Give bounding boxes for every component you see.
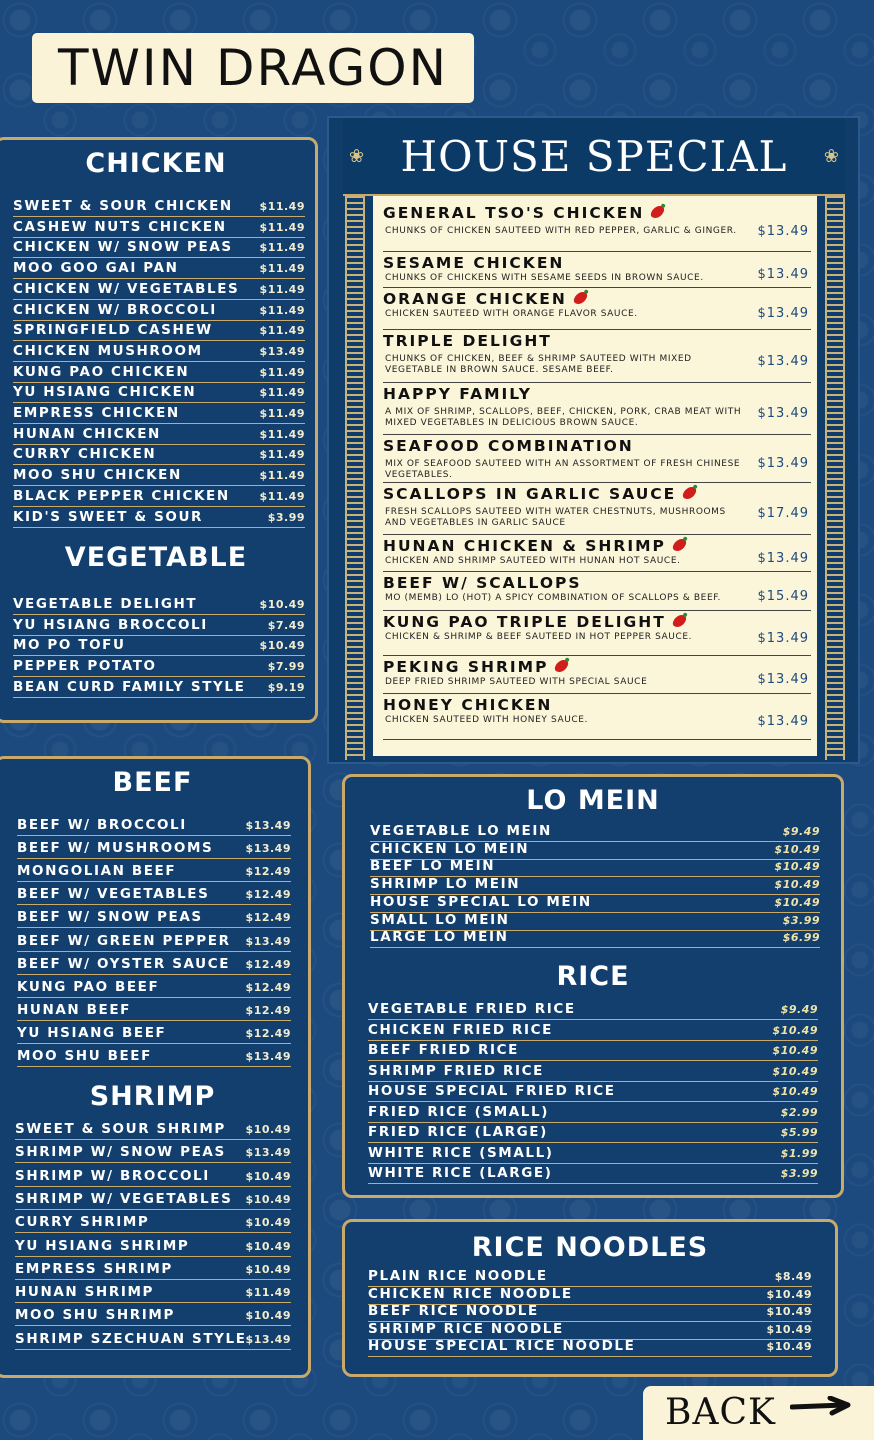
menu-item-price: $10.49 bbox=[245, 1169, 291, 1183]
house-special-item-desc: A MIX OF SHRIMP, SCALLOPS, BEEF, CHICKEN, PORK, CRAB MEAT WITH MIXED VEGETABLES IN DELICIOUS BROWN SAUCE. bbox=[385, 407, 742, 428]
menu-item-price: $2.99 bbox=[780, 1105, 818, 1119]
lo-mein-rice-panel bbox=[342, 774, 844, 1198]
menu-item bbox=[13, 364, 305, 383]
menu-item bbox=[13, 509, 305, 528]
menu-item-name: CHICKEN FRIED RICE bbox=[368, 1021, 553, 1038]
house-special-item-name-text: HUNAN CHICKEN & SHRIMP bbox=[383, 537, 666, 555]
menu-item-name: HOUSE SPECIAL RICE NOODLE bbox=[368, 1338, 636, 1355]
menu-item-name: BEEF W/ BROCCOLI bbox=[17, 817, 187, 833]
house-special-item-name-text: KUNG PAO TRIPLE DELIGHT bbox=[383, 613, 666, 631]
house-special-item-price: $15.49 bbox=[757, 588, 809, 604]
menu-item-name: LARGE LO MEIN bbox=[370, 929, 509, 946]
chili-pepper-icon bbox=[554, 657, 570, 674]
house-special-item bbox=[383, 290, 811, 330]
house-special-item-name-text: SCALLOPS IN GARLIC SAUCE bbox=[383, 485, 677, 503]
menu-item-price: $11.49 bbox=[259, 469, 305, 483]
menu-item bbox=[13, 426, 305, 445]
menu-item-price: $12.49 bbox=[245, 865, 291, 879]
menu-item bbox=[13, 405, 305, 424]
menu-item-price: $10.49 bbox=[774, 895, 820, 909]
menu-item-price: $11.49 bbox=[259, 386, 305, 400]
menu-item-price: $8.49 bbox=[774, 1270, 812, 1283]
house-special-item bbox=[383, 658, 811, 694]
house-special-item-desc: CHUNKS OF CHICKEN SAUTEED WITH RED PEPPER, GARLIC & GINGER. bbox=[385, 226, 737, 236]
flower-icon: ❀ bbox=[823, 146, 839, 167]
menu-item bbox=[15, 1238, 291, 1257]
rice-noodles-panel bbox=[342, 1219, 838, 1377]
menu-item-name: SHRIMP FRIED RICE bbox=[368, 1062, 544, 1079]
beef-title: BEEF bbox=[112, 767, 193, 798]
menu-item-name: KUNG PAO BEEF bbox=[17, 978, 160, 995]
menu-item-name: BEEF W/ SNOW PEAS bbox=[17, 909, 203, 926]
house-special-item-name bbox=[383, 204, 663, 222]
menu-item bbox=[368, 1001, 818, 1020]
menu-item-price: $10.49 bbox=[245, 1309, 291, 1323]
menu-item-name: SHRIMP W/ VEGETABLES bbox=[15, 1190, 233, 1207]
house-special-item-desc: MO (MEMB) LO (HOT) A SPICY COMBINATION OF SCALLOPS & BEEF. bbox=[385, 593, 722, 603]
menu-item-name: HOUSE SPECIAL FRIED RICE bbox=[368, 1083, 616, 1099]
menu-item bbox=[368, 1303, 812, 1322]
menu-item bbox=[13, 467, 305, 486]
house-special-item-desc: CHICKEN AND SHRIMP SAUTEED WITH HUNAN HOT SAUCE. bbox=[385, 556, 681, 566]
menu-item bbox=[17, 863, 291, 882]
menu-item bbox=[15, 1331, 291, 1350]
house-special-item-price: $13.49 bbox=[757, 456, 809, 471]
menu-item-name: MOO SHU BEEF bbox=[17, 1048, 152, 1064]
menu-item bbox=[368, 1083, 818, 1102]
menu-item-name: YU HSIANG CHICKEN bbox=[13, 384, 197, 401]
menu-item-price: $11.49 bbox=[259, 489, 305, 503]
menu-item-name: SWEET & SOUR CHICKEN bbox=[13, 198, 233, 214]
house-special-item-name-text: ORANGE CHICKEN bbox=[383, 290, 567, 308]
menu-item bbox=[13, 302, 305, 321]
menu-item-price: $5.99 bbox=[780, 1126, 818, 1139]
menu-item-name: BEEF W/ OYSTER SAUCE bbox=[17, 955, 231, 972]
menu-item-price: $11.49 bbox=[259, 407, 305, 420]
house-special-item-desc: FRESH SCALLOPS SAUTEED WITH WATER CHESTNUTS, MUSHROOMS AND VEGETABLES IN GARLIC SAUCE bbox=[385, 507, 726, 528]
menu-item-name: EMPRESS SHRIMP bbox=[15, 1260, 173, 1277]
menu-item-name: HUNAN BEEF bbox=[17, 1001, 131, 1018]
menu-item-name: KID'S SWEET & SOUR bbox=[13, 508, 204, 525]
menu-item-price: $11.49 bbox=[259, 200, 305, 213]
menu-item-name: KUNG PAO CHICKEN bbox=[13, 363, 190, 380]
house-special-item-name bbox=[383, 437, 634, 455]
menu-item bbox=[15, 1284, 291, 1303]
chili-pepper-icon bbox=[671, 536, 687, 553]
menu-item-name: CURRY SHRIMP bbox=[15, 1214, 150, 1231]
menu-item-name: VEGETABLE FRIED RICE bbox=[368, 1001, 576, 1017]
menu-item-name: SHRIMP RICE NOODLE bbox=[368, 1320, 564, 1337]
menu-item bbox=[368, 1104, 818, 1123]
menu-item-name: SHRIMP W/ BROCCOLI bbox=[15, 1167, 210, 1184]
house-special-item-desc: CHICKEN & SHRIMP & BEEF SAUTEED IN HOT PEPPER SAUCE. bbox=[385, 632, 693, 642]
menu-item-price: $11.49 bbox=[259, 303, 305, 317]
menu-item-price: $10.49 bbox=[245, 1239, 291, 1253]
menu-item-price: $13.49 bbox=[245, 1146, 291, 1160]
house-special-item-name-text: HONEY CHICKEN bbox=[383, 696, 553, 714]
house-special-item-name-text: SEAFOOD COMBINATION bbox=[383, 437, 634, 455]
menu-item-name: YU HSIANG BROCCOLI bbox=[13, 616, 208, 633]
menu-item-name: MO PO TOFU bbox=[13, 637, 126, 654]
menu-item bbox=[17, 817, 291, 836]
logo bbox=[32, 33, 474, 103]
menu-item-price: $10.49 bbox=[774, 878, 820, 892]
menu-item-name: FRIED RICE (SMALL) bbox=[368, 1103, 549, 1120]
menu-item-name: MOO SHU CHICKEN bbox=[13, 467, 182, 484]
menu-item-name: SHRIMP SZECHUAN STYLE bbox=[15, 1330, 247, 1347]
menu-item-name: BEEF W/ MUSHROOMS bbox=[17, 840, 214, 857]
menu-item-price: $11.49 bbox=[259, 241, 305, 255]
menu-item-price: $13.49 bbox=[245, 842, 291, 856]
menu-item-price: $9.49 bbox=[782, 825, 820, 838]
menu-item-name: VEGETABLE LO MEIN bbox=[370, 823, 552, 839]
menu-item-name: CHICKEN W/ SNOW PEAS bbox=[13, 239, 233, 256]
menu-item bbox=[17, 956, 291, 975]
menu-item bbox=[17, 979, 291, 998]
lo-mein-title: LO MEIN bbox=[526, 785, 660, 816]
menu-item-name: YU HSIANG SHRIMP bbox=[15, 1237, 190, 1254]
menu-item-name: CHICKEN W/ BROCCOLI bbox=[13, 301, 217, 318]
menu-item-price: $10.49 bbox=[766, 1340, 812, 1354]
house-special-item-price: $13.49 bbox=[757, 353, 809, 369]
house-special-list bbox=[373, 196, 817, 756]
house-special-item-price: $13.49 bbox=[757, 267, 809, 282]
menu-item-name: BEEF W/ GREEN PEPPER bbox=[17, 932, 231, 949]
menu-item-price: $10.49 bbox=[259, 598, 305, 611]
house-special-item-name-text: TRIPLE DELIGHT bbox=[383, 332, 552, 350]
menu-item bbox=[15, 1214, 291, 1233]
greek-key-border-right bbox=[825, 196, 845, 760]
menu-item-price: $3.99 bbox=[782, 913, 820, 927]
menu-item-price: $10.49 bbox=[772, 1085, 818, 1098]
menu-item-name: BEEF FRIED RICE bbox=[368, 1042, 519, 1058]
house-special-item-name bbox=[383, 658, 567, 676]
shrimp-title: SHRIMP bbox=[89, 1081, 216, 1112]
house-special-item-name bbox=[383, 537, 685, 555]
menu-item bbox=[17, 886, 291, 905]
menu-item-name: HUNAN CHICKEN bbox=[13, 425, 161, 442]
menu-item bbox=[13, 198, 305, 217]
house-special-item-desc: CHUNKS OF CHICKENS WITH SESAME SEEDS IN BROWN SAUCE. bbox=[385, 273, 704, 283]
menu-item bbox=[15, 1168, 291, 1187]
menu-item-name: CHICKEN W/ VEGETABLES bbox=[13, 280, 240, 297]
menu-item bbox=[368, 1063, 818, 1082]
house-special-item-desc: CHICKEN SAUTEED WITH HONEY SAUCE. bbox=[385, 715, 589, 725]
house-special-item-desc: CHUNKS OF CHICKEN, BEEF & SHRIMP SAUTEED WITH MIXED VEGETABLE IN BROWN SAUCE. SESAME BEEF. bbox=[385, 354, 692, 375]
rice-title: RICE bbox=[556, 961, 630, 992]
menu-item bbox=[17, 1002, 291, 1021]
house-special-item bbox=[383, 437, 811, 483]
menu-item bbox=[13, 281, 305, 300]
menu-item bbox=[13, 617, 305, 636]
house-special-panel bbox=[327, 116, 860, 764]
menu-item-name: BEEF LO MEIN bbox=[370, 858, 496, 875]
menu-item-price: $12.49 bbox=[245, 957, 291, 971]
chili-pepper-icon bbox=[682, 484, 698, 501]
menu-item-name: BEEF RICE NOODLE bbox=[368, 1303, 539, 1320]
menu-item-name: CHICKEN MUSHROOM bbox=[13, 342, 203, 359]
menu-item-name: WHITE RICE (SMALL) bbox=[368, 1144, 554, 1161]
menu-item-name: WHITE RICE (LARGE) bbox=[368, 1165, 553, 1181]
house-special-item-price: $13.49 bbox=[757, 306, 809, 321]
menu-item-name: VEGETABLE DELIGHT bbox=[13, 596, 198, 612]
menu-item-price: $9.19 bbox=[267, 680, 305, 694]
menu-item-price: $13.49 bbox=[259, 344, 305, 358]
house-special-header bbox=[343, 118, 845, 196]
menu-item bbox=[368, 1286, 812, 1305]
menu-item bbox=[13, 322, 305, 341]
beef-shrimp-panel bbox=[0, 756, 311, 1378]
menu-item-name: HUNAN SHRIMP bbox=[15, 1284, 154, 1301]
menu-item-name: FRIED RICE (LARGE) bbox=[368, 1124, 548, 1140]
house-special-item-name-text: GENERAL TSO'S CHICKEN bbox=[383, 204, 645, 222]
menu-item bbox=[368, 1124, 818, 1143]
house-special-item-name bbox=[383, 332, 552, 350]
menu-item bbox=[15, 1121, 291, 1140]
house-special-item-name-text: HAPPY FAMILY bbox=[383, 385, 532, 403]
house-special-item bbox=[383, 537, 811, 572]
house-special-item-price: $17.49 bbox=[757, 506, 809, 521]
menu-item-name: MOO SHU SHRIMP bbox=[15, 1307, 175, 1324]
menu-item bbox=[17, 840, 291, 859]
menu-item-name: MOO GOO GAI PAN bbox=[13, 260, 179, 277]
menu-item-name: CHICKEN RICE NOODLE bbox=[368, 1285, 573, 1302]
menu-item-price: $11.49 bbox=[259, 282, 305, 296]
menu-item-price: $13.49 bbox=[245, 1050, 291, 1063]
menu-item-price: $10.49 bbox=[259, 639, 305, 653]
menu-item-name: SHRIMP W/ SNOW PEAS bbox=[15, 1144, 226, 1161]
menu-item bbox=[13, 637, 305, 656]
menu-item bbox=[368, 1042, 818, 1061]
menu-item bbox=[13, 239, 305, 258]
house-special-item bbox=[383, 254, 811, 288]
menu-item-price: $13.49 bbox=[245, 934, 291, 948]
menu-item-price: $10.49 bbox=[772, 1064, 818, 1078]
menu-item-price: $11.49 bbox=[259, 448, 305, 462]
menu-item bbox=[17, 1048, 291, 1067]
menu-item-name: PEPPER POTATO bbox=[13, 658, 157, 675]
menu-item bbox=[15, 1191, 291, 1210]
vegetable-title: VEGETABLE bbox=[64, 542, 248, 573]
menu-item bbox=[370, 823, 820, 842]
house-special-item bbox=[383, 332, 811, 383]
menu-item-name: SHRIMP LO MEIN bbox=[370, 876, 521, 893]
menu-item-price: $12.49 bbox=[245, 980, 291, 994]
menu-item bbox=[17, 1025, 291, 1044]
menu-item bbox=[17, 933, 291, 952]
menu-item bbox=[13, 260, 305, 279]
menu-item bbox=[15, 1144, 291, 1163]
menu-item-price: $10.49 bbox=[772, 1023, 818, 1037]
menu-item-price: $7.99 bbox=[267, 660, 305, 674]
menu-item bbox=[13, 446, 305, 465]
house-special-item bbox=[383, 485, 811, 535]
menu-item-name: CASHEW NUTS CHICKEN bbox=[13, 218, 227, 235]
menu-item-name: PLAIN RICE NOODLE bbox=[368, 1268, 548, 1284]
menu-item bbox=[13, 343, 305, 362]
menu-item-name: BEAN CURD FAMILY STYLE bbox=[13, 678, 246, 695]
menu-item-price: $11.49 bbox=[259, 324, 305, 338]
greek-key-border-left bbox=[345, 196, 365, 760]
chili-pepper-icon bbox=[650, 203, 666, 220]
house-special-item bbox=[383, 574, 811, 611]
menu-item-price: $12.49 bbox=[245, 1003, 291, 1017]
house-special-item-name-text: SESAME CHICKEN bbox=[383, 254, 565, 272]
house-special-item-price: $13.49 bbox=[757, 224, 809, 239]
menu-item-name: SWEET & SOUR SHRIMP bbox=[15, 1121, 226, 1137]
house-special-item-desc: MIX OF SEAFOOD SAUTEED WITH AN ASSORTMENT OF FRESH CHINESE VEGETABLES. bbox=[385, 459, 741, 480]
rice-noodles-title: RICE NOODLES bbox=[471, 1232, 709, 1263]
menu-item-price: $12.49 bbox=[245, 888, 291, 902]
house-special-item-price: $13.49 bbox=[757, 672, 809, 687]
menu-item-price: $13.49 bbox=[245, 1332, 291, 1346]
menu-item-price: $11.49 bbox=[259, 365, 305, 379]
house-special-item-name bbox=[383, 254, 564, 272]
menu-item bbox=[15, 1261, 291, 1280]
back-button[interactable] bbox=[643, 1386, 874, 1440]
menu-item bbox=[368, 1165, 818, 1184]
house-special-item-name bbox=[383, 385, 532, 403]
menu-item-name: BEEF W/ VEGETABLES bbox=[17, 886, 210, 903]
menu-item bbox=[370, 841, 820, 860]
menu-item-price: $10.49 bbox=[766, 1305, 812, 1319]
menu-item bbox=[370, 929, 820, 948]
menu-item bbox=[368, 1022, 818, 1041]
menu-item-name: HOUSE SPECIAL LO MEIN bbox=[370, 893, 592, 910]
menu-item-price: $12.49 bbox=[245, 1026, 291, 1040]
house-special-item-price: $13.49 bbox=[757, 550, 809, 566]
menu-item-price: $10.49 bbox=[774, 842, 820, 856]
menu-item-price: $1.99 bbox=[780, 1146, 818, 1160]
house-special-item-price: $13.49 bbox=[757, 630, 809, 646]
menu-item bbox=[13, 219, 305, 238]
house-special-title: HOUSE SPECIAL bbox=[400, 132, 788, 181]
menu-item-price: $6.99 bbox=[782, 931, 820, 945]
menu-item-price: $10.49 bbox=[245, 1216, 291, 1230]
menu-item-price: $7.49 bbox=[267, 618, 305, 632]
menu-item-name: YU HSIANG BEEF bbox=[17, 1024, 167, 1041]
chicken-vegetable-panel bbox=[0, 137, 318, 723]
house-special-item-name-text: BEEF W/ SCALLOPS bbox=[383, 574, 582, 592]
house-special-item-name-text: PEKING SHRIMP bbox=[383, 658, 549, 676]
menu-item bbox=[15, 1307, 291, 1326]
menu-item bbox=[368, 1321, 812, 1340]
house-special-item bbox=[383, 385, 811, 435]
menu-item-name: BLACK PEPPER CHICKEN bbox=[13, 487, 230, 504]
menu-item-price: $11.49 bbox=[259, 220, 305, 234]
menu-item-price: $10.49 bbox=[766, 1322, 812, 1336]
house-special-item-desc: CHICKEN SAUTEED WITH ORANGE FLAVOR SAUCE. bbox=[385, 309, 638, 319]
brand-title: TWIN DRAGON bbox=[57, 39, 449, 97]
house-special-item bbox=[383, 696, 811, 740]
menu-item-price: $10.49 bbox=[245, 1262, 291, 1276]
menu-item-price: $10.49 bbox=[245, 1192, 291, 1206]
flower-icon: ❀ bbox=[349, 146, 365, 167]
house-special-item-name bbox=[383, 485, 695, 503]
menu-item-name: CURRY CHICKEN bbox=[13, 446, 157, 463]
menu-item bbox=[13, 596, 305, 615]
menu-item bbox=[13, 384, 305, 403]
menu-item bbox=[13, 679, 305, 698]
menu-item-price: $9.49 bbox=[780, 1003, 818, 1016]
menu-item-price: $10.49 bbox=[774, 860, 820, 874]
house-special-item bbox=[383, 204, 811, 252]
menu-item bbox=[13, 658, 305, 677]
house-special-item-name bbox=[383, 574, 582, 592]
menu-item-name: SMALL LO MEIN bbox=[370, 911, 510, 928]
menu-item-name: CHICKEN LO MEIN bbox=[370, 840, 530, 857]
house-special-item bbox=[383, 613, 811, 656]
menu-item bbox=[370, 876, 820, 895]
menu-item bbox=[368, 1338, 812, 1357]
menu-item-price: $3.99 bbox=[780, 1167, 818, 1180]
menu-item-price: $11.49 bbox=[259, 427, 305, 441]
house-special-item-name bbox=[383, 696, 552, 714]
menu-item bbox=[17, 909, 291, 928]
house-special-item-price: $13.49 bbox=[757, 406, 809, 421]
chicken-title: CHICKEN bbox=[85, 148, 227, 179]
menu-item-price: $3.99 bbox=[267, 510, 305, 524]
menu-item-price: $13.49 bbox=[245, 819, 291, 832]
menu-item-price: $11.49 bbox=[259, 262, 305, 276]
menu-item bbox=[368, 1268, 812, 1287]
menu-item-price: $10.49 bbox=[772, 1044, 818, 1057]
back-label: BACK bbox=[665, 1392, 776, 1433]
chili-pepper-icon bbox=[671, 612, 687, 629]
chili-pepper-icon bbox=[572, 289, 588, 306]
menu-item-price: $12.49 bbox=[245, 911, 291, 925]
menu-item bbox=[368, 1145, 818, 1164]
menu-item-price: $10.49 bbox=[245, 1123, 291, 1136]
menu-item bbox=[13, 488, 305, 507]
arrow-right-icon bbox=[790, 1396, 852, 1416]
house-special-item-desc: DEEP FRIED SHRIMP SAUTEED WITH SPECIAL SAUCE bbox=[385, 677, 648, 687]
house-special-item-name bbox=[383, 290, 586, 308]
house-special-item-price: $13.49 bbox=[757, 714, 809, 729]
menu-item-name: MONGOLIAN BEEF bbox=[17, 863, 177, 880]
menu-item-price: $10.49 bbox=[766, 1287, 812, 1301]
menu-item bbox=[370, 912, 820, 931]
house-special-item-name bbox=[383, 613, 685, 631]
menu-item-price: $11.49 bbox=[245, 1286, 291, 1300]
menu-item-name: EMPRESS CHICKEN bbox=[13, 405, 180, 421]
menu-item-name: SPRINGFIELD CASHEW bbox=[13, 322, 213, 339]
menu-item bbox=[370, 894, 820, 913]
menu-item bbox=[370, 858, 820, 877]
